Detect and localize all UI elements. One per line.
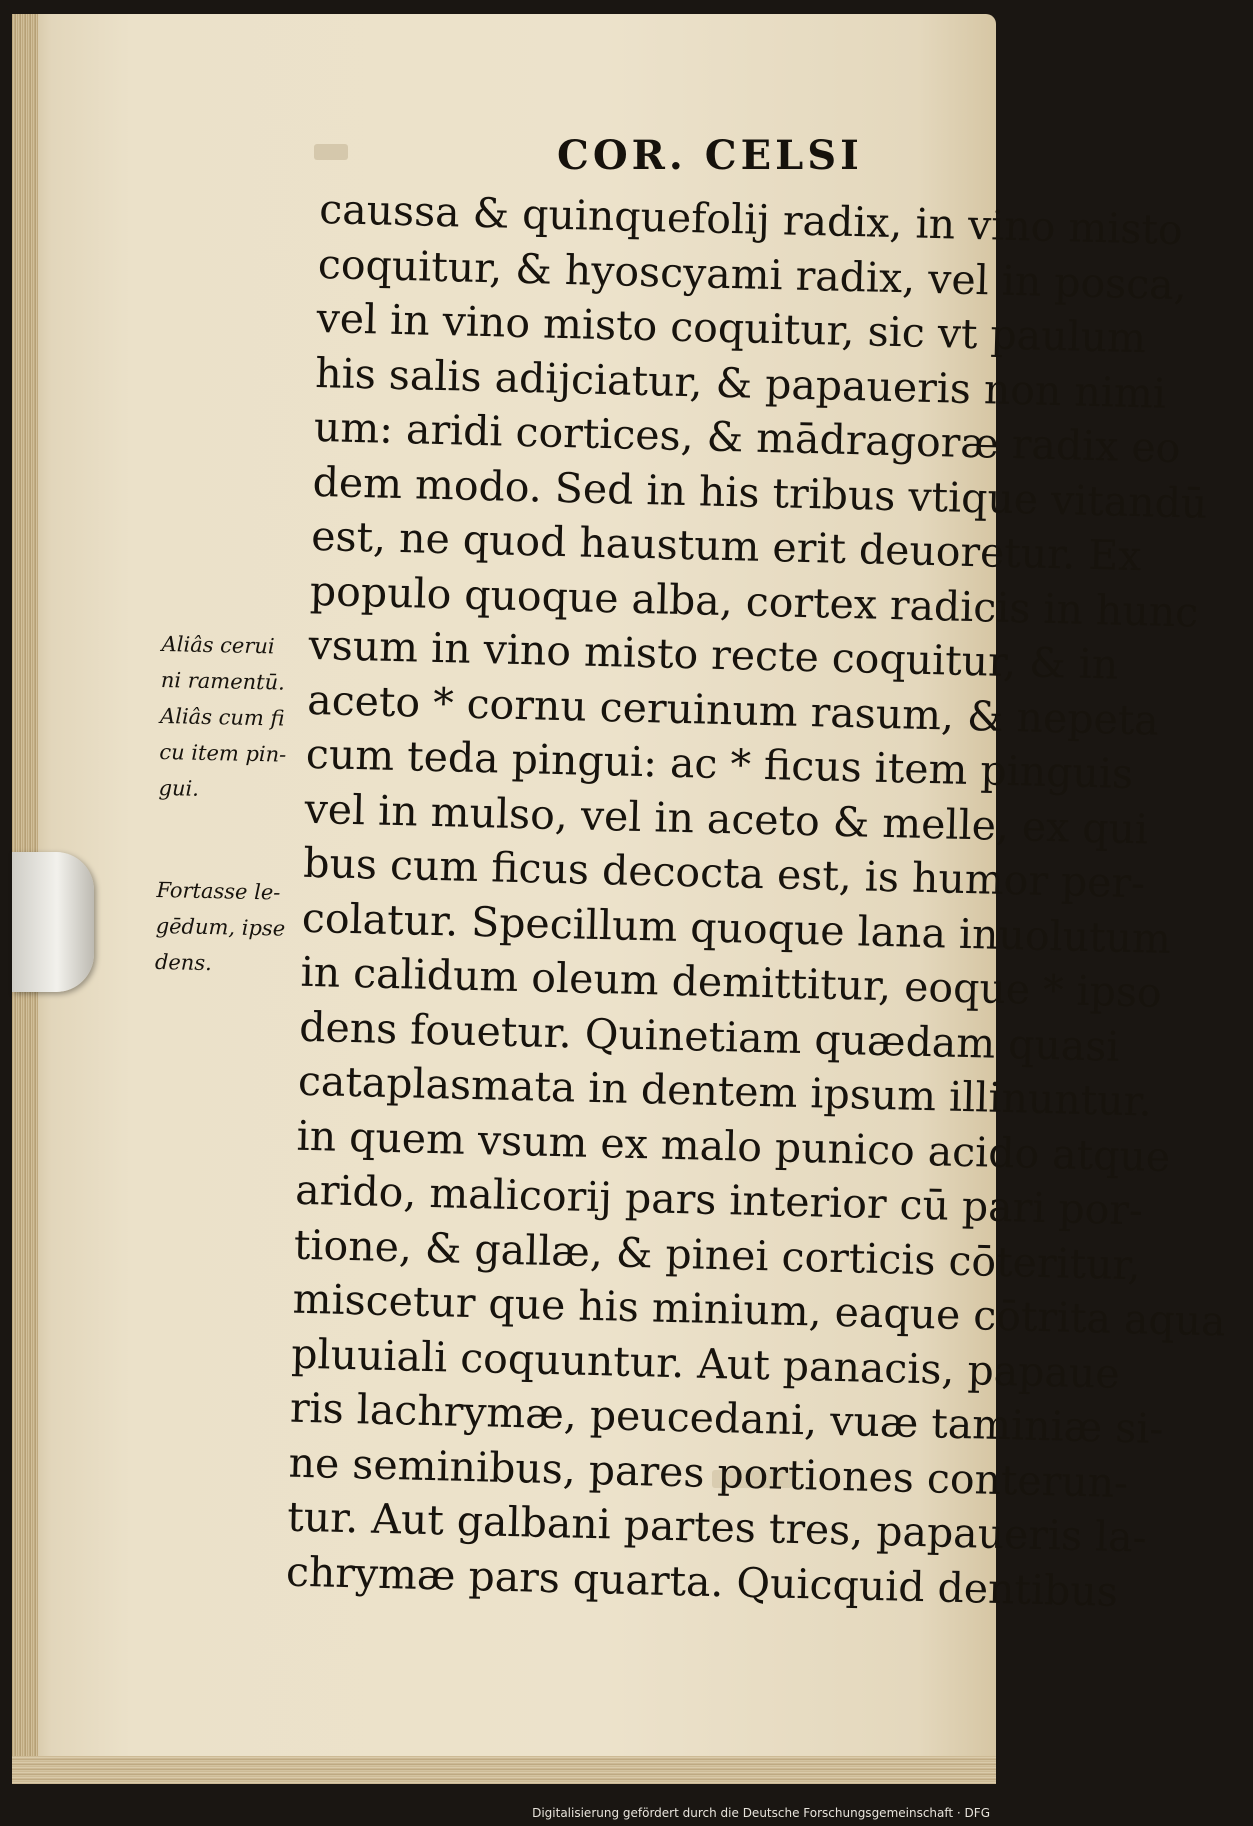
running-header: COR. CELSI (557, 132, 863, 179)
margin-note-line: Aliâs cerui (161, 631, 275, 659)
text-line: aceto * cornu ceruinum rasum, & nepeta (306, 675, 1160, 745)
text-line: in quem vsum ex malo punico acido atque (296, 1111, 1171, 1181)
text-line: populo quoque alba, cortex radicis in hunc (309, 566, 1199, 637)
margin-note-line: dens. (154, 949, 213, 976)
book-page (12, 14, 1227, 1784)
text-line: his salis adijciatur, & papaueris non nimi (314, 348, 1167, 418)
text-line: vel in mulso, vel in aceto & melle, ex qui (304, 784, 1149, 853)
margin-note-line: cu item pin- (159, 739, 287, 767)
margin-note-line: Fortasse le- (156, 877, 281, 905)
show-through-mark (314, 144, 348, 160)
text-line: caussa & quinquefolij radix, in vino misto (318, 184, 1184, 255)
margin-note-line: gēdum, ipse (155, 913, 286, 941)
margin-note-line: ni ramentū. (160, 667, 286, 695)
text-line: pluuiali coquuntur. Aut panacis, papaue (290, 1329, 1121, 1398)
text-line: cum teda pingui: ac * ficus item pinguis (305, 729, 1134, 799)
text-line: est, ne quod haustum erit deuoretur. Ex (310, 511, 1142, 581)
text-line: dens fouetur. Quinetiam quædam quasi (298, 1002, 1121, 1071)
page-clip (12, 852, 94, 992)
margin-notes (155, 626, 322, 983)
text-line: tione, & gallæ, & pinei corticis cōteritur, (293, 1220, 1142, 1289)
text-line: dem modo. Sed in his tribus vtique vitandū (312, 457, 1208, 528)
bottom-page-edges (12, 1756, 996, 1784)
text-line: in calidum oleum demittitur, eoque * ipso (300, 947, 1163, 1017)
text-line: tur. Aut galbani partes tres, papaueris la- (286, 1492, 1148, 1562)
margin-note-line: Aliâs cum fi (159, 703, 285, 731)
text-line: vel in vino misto coquitur, sic vt paulum (316, 293, 1147, 363)
margin-note-line: gui. (158, 775, 200, 801)
text-line: colatur. Specillum quoque lana inuolutum (301, 893, 1172, 963)
text-line: cataplasmata in dentem ipsum illinuntur. (297, 1056, 1153, 1126)
digitization-credit: Digitalisierung gefördert durch die Deutsche Forschungsgemeinschaft · DFG (528, 1804, 994, 1822)
text-line: arido, malicorij pars interior cū pari por- (294, 1165, 1144, 1235)
text-line: ne seminibus, pares portiones conterun- (288, 1438, 1129, 1507)
text-line: um: aridi cortices, & mādragoræ radix eo (313, 402, 1181, 473)
text-line: vsum in vino misto recte coquitur, & in (308, 620, 1119, 689)
text-line: coquitur, & hyoscyami radix, vel in posca, (317, 239, 1188, 309)
text-line: ris lachrymæ, peucedani, vuæ taminiæ si- (289, 1383, 1164, 1453)
body-text (285, 182, 1227, 1616)
text-line: chrymæ pars quarta. Quicquid dentibus (285, 1547, 1119, 1616)
text-line: miscetur que his minium, eaque cōtrita aqua (292, 1274, 1227, 1346)
text-line: bus cum ficus decocta est, is humor per- (302, 838, 1146, 908)
